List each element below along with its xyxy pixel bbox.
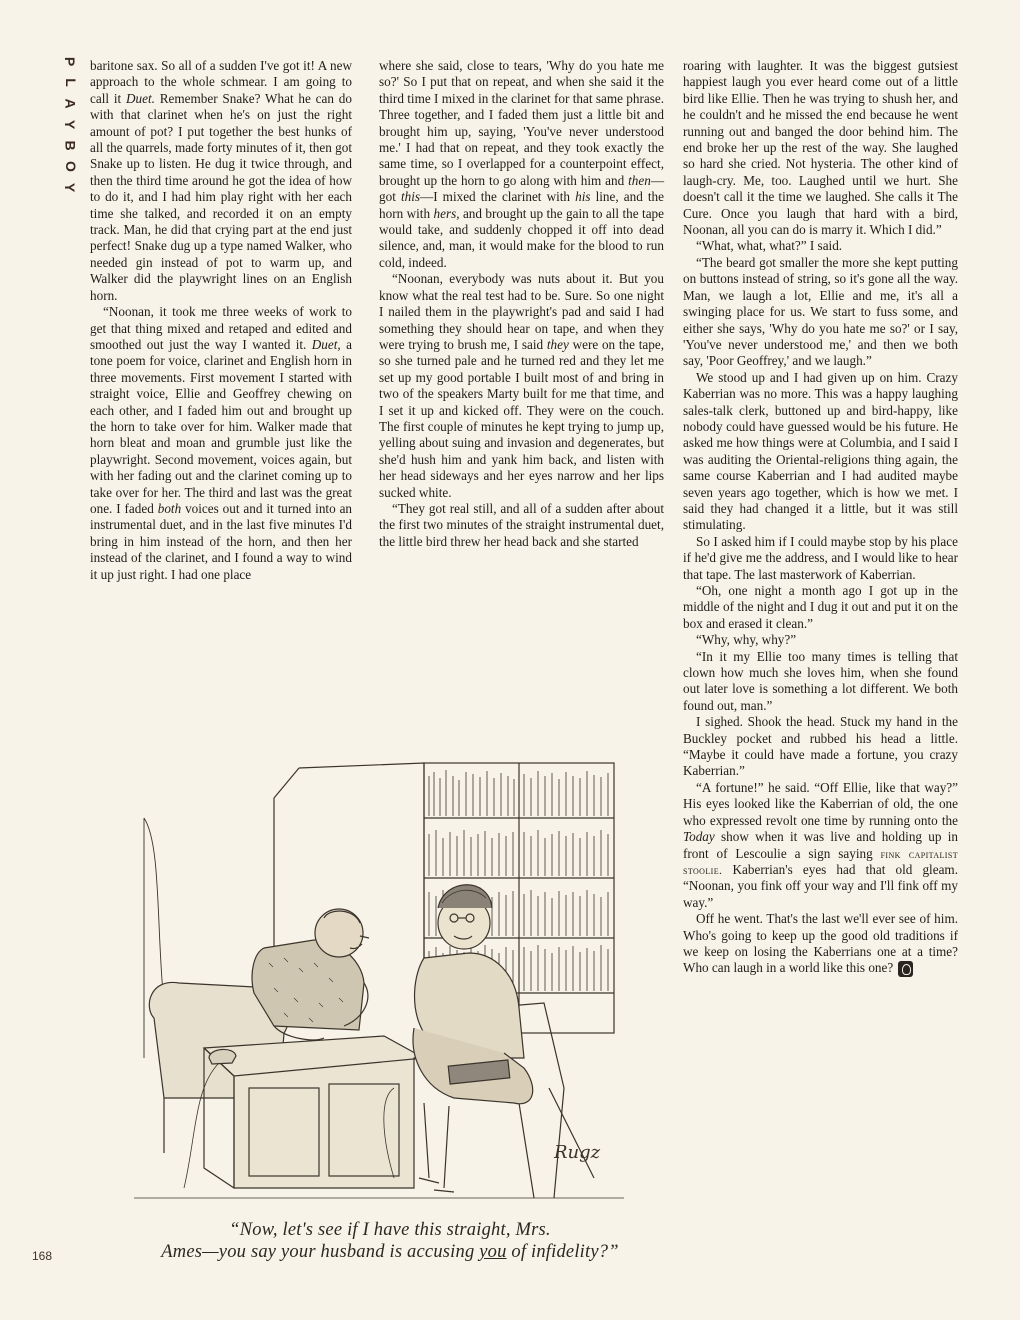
- italic-text: they: [546, 336, 569, 352]
- paragraph: [379, 271, 664, 501]
- text-run: We stood up and I had given up on him. Crazy Kaberrian was no more. This was a happy laughing sales-talk clerk, buttoned up and bird-happy, like nobody could have guessed would be his future. He asked me how things were at Columbia, and I said I was auditing the Oriental-religions thing again, the same course Kaberrian and I had audited maybe seven years ago together, which is how we met. I said they had changed it a little, but it was still stimulating.: [683, 369, 958, 533]
- running-head-letter: B: [62, 140, 79, 151]
- italic-text: Duet.: [125, 90, 155, 106]
- caption-line-2a: Ames—you say your husband is accusing: [161, 1242, 480, 1262]
- page-number: 168: [32, 1249, 53, 1263]
- paragraph: [683, 58, 958, 238]
- text-run: were on the tape, so she turned pale and he turned red and they let me set up my good portable I built most of and bring in two of the speakers Marty built for me that time, and I set it up and kicked off. They were on the couch. The first couple of minutes he kept trying to jump up, yelling about suing and invasion and degenerates, but she'd hush him and yank him back, and listen with her head sideways and her eyes narrow and her lips sucked white.: [379, 336, 664, 500]
- cartoon-caption: [110, 1219, 670, 1263]
- paragraph: [683, 238, 958, 254]
- text-run: voices out and it turned into an instrumental duet, and in the last five minutes I'd bring in him instead of the horn, and then her instead of the clarinet, and I found a way to wind it up just right. I had one place: [90, 500, 353, 582]
- running-head-letter: P: [62, 56, 79, 67]
- text-run: line, and the horn with: [379, 189, 664, 221]
- text-run: roaring with laughter. It was the biggest gutsiest happiest laugh you ever heard come out of a little bird like Ellie. Then he was trying to shush her, and he couldn't and he missed the end because he went running out and banged the door behind him. The end broke her up the rest of the way. She laughed so hard she cried. Not hysteria. The other kind of laugh-cry. Me, too. Laughed until we hurt. She doesn't call it the time we laughed. She calls it The Cure. Once you laugh that hard with a bird, Noonan, all you can do is marry it. Which I did.”: [683, 58, 958, 238]
- text-run: baritone sax. So all of a sudden I've got it! A new approach to the whole schmear. I am going to call it: [90, 58, 352, 106]
- running-head-letter: A: [62, 98, 79, 109]
- end-of-story-rabbit-icon: [898, 961, 913, 977]
- text-run: “Noonan, everybody was nuts about it. But you know what the real test had to be. Sure. So one night I nailed them in the playwright's pad and said I had something they should hear on tape, and when they were trying to brush me, I said: [379, 271, 664, 352]
- italic-text: Today: [683, 829, 715, 845]
- text-column-1: [90, 58, 352, 583]
- desk: [184, 1036, 424, 1188]
- text-run: “What, what, what?” I said.: [696, 238, 843, 254]
- text-run: “A fortune!” he said. “Off Ellie, like that way?” His eyes looked like the Kaberrian of old, the one who expressed revolt one time by running onto the: [683, 779, 958, 828]
- paragraph: [683, 370, 958, 534]
- caption-line-1: “Now, let's see if I have this straight, Mrs.: [229, 1220, 551, 1240]
- text-run: “The beard got smaller the more she kept putting on buttons instead of string, so it's gone all the way. Man, we laugh a lot, Ellie and me, it's all a swinging place for us. We start to fuss some, and either she says, 'Why do you hate me so?' or I say, 'You've never understood me,' and then we both say, 'Poor Geoffrey,' and we laugh.”: [683, 254, 958, 369]
- italic-text: both: [157, 500, 182, 516]
- paragraph: [379, 501, 664, 550]
- italic-text: then: [628, 172, 651, 188]
- paragraph: [683, 649, 958, 715]
- text-run: “In it my Ellie too many times is telling that clown how much she loves him, when she found out later love is something a lot different. We both found out, man.”: [683, 648, 958, 713]
- paragraph: [683, 534, 958, 583]
- italic-text: hers,: [433, 205, 460, 221]
- paragraph: [683, 714, 958, 780]
- paragraph: [379, 58, 664, 271]
- running-head-letter: O: [62, 161, 79, 172]
- paragraph: [90, 304, 352, 583]
- text-run: Kaberrian's eyes had that old gleam. “Noonan, you fink off your way and I'll fink off my way.”: [683, 861, 958, 910]
- running-head-letter: L: [62, 78, 79, 87]
- caption-underlined-word: you: [479, 1242, 507, 1262]
- text-run: Off he went. That's the last we'll ever see of him. Who's going to keep up the good old traditions if we keep on losing the Kaberrians one at a time? Who can laugh in a world like this one?: [683, 911, 958, 976]
- text-run: a tone poem for voice, clarinet and English horn in three movements. First movement I started with straight voice, Ellie and Geoffrey chewing on each other, and I faded him out and brought up the horn to take over for him. Walker made that horn bleat and moan and grumble just like the playwright. Second movement, voices again, but with her fading out and the clarinet coming up to take over for her. The third and last was the great one. I faded: [90, 336, 352, 516]
- paragraph: [683, 632, 958, 648]
- text-run: “Noonan, it took me three weeks of work to get that thing mixed and retaped and edited and smoothed out just the way I wanted it.: [90, 304, 352, 352]
- text-run: —got: [379, 172, 664, 205]
- small-caps-sign: fink capitalist stoolie.: [683, 846, 958, 877]
- text-run: “Why, why, why?”: [696, 632, 797, 648]
- paragraph: [683, 911, 958, 977]
- cartoon-drawing: [124, 758, 638, 1210]
- cartoon-illustration: [124, 758, 638, 1210]
- text-run: where she said, close to tears, 'Why do you hate me so?' So I put that on repeat, and when she said it the third time I mixed in the clarinet for that same phrase. Three together, and I faded them just a little bit and brought him up, saying, 'You've never understood me.' I had that on repeat, and they took exactly the same time, so I overlapped for a counterpoint effect, brought up the horn to go along with him and: [379, 58, 664, 188]
- running-head-letter: Y: [62, 182, 79, 193]
- text-run: Remember Snake? What he can do with that clarinet when he's on just the right amount of pot? I put together the best hunks of all the quarrels, made forty minutes of it, then got Snake up to listen. He dug it twice through, and then the third time around he got the idea of how to do it, and I had him play right with her each time she talked, and recorded it on an empty track. Man, he did that crying part at the end just perfect! Snake dug up a type named Walker, who needed gin instead of pot to warm up, and Walker did the playwright lines on an English horn.: [90, 90, 352, 303]
- italic-text: his: [575, 189, 591, 205]
- running-head-letter: Y: [62, 119, 79, 130]
- italic-text: this: [400, 189, 421, 205]
- text-column-3: [683, 58, 958, 977]
- text-run: —I mixed the clarinet with: [420, 189, 576, 205]
- text-run: “Oh, one night a month ago I got up in the middle of the night and I dug it out and put it on the box and erased it clean.”: [683, 583, 958, 631]
- text-run: I sighed. Shook the head. Stuck my hand in the Buckley pocket and rubbed his head a little. “Maybe it could have made a fortune, you crazy Kaberrian.”: [683, 714, 958, 779]
- text-run: show when it was live and holding up in front of Lescoulie a sign saying: [683, 829, 958, 861]
- italic-text: Duet,: [311, 336, 341, 352]
- paragraph: [683, 255, 958, 370]
- paragraph: [90, 58, 352, 304]
- paragraph: [683, 780, 958, 911]
- text-column-2: [379, 58, 664, 550]
- text-run: So I asked him if I could maybe stop by his place if he'd give me the address, and I would like to hear that tape. The last masterwork of Kaberrian.: [683, 533, 958, 582]
- text-run: and brought up the gain to all the tape would take, and suddenly chopped it off into dead silence, and, man, it would make for the blood to run cold, indeed.: [379, 205, 664, 270]
- paragraph: [683, 583, 958, 632]
- cartoonist-signature: Rugz: [554, 1142, 601, 1163]
- text-run: “They got real still, and all of a sudden after about the first two minutes of the straight instrumental duet, the little bird threw her head back and she started: [379, 500, 664, 549]
- running-head-playboy: [58, 54, 82, 195]
- caption-line-2b: of infidelity?”: [506, 1242, 619, 1262]
